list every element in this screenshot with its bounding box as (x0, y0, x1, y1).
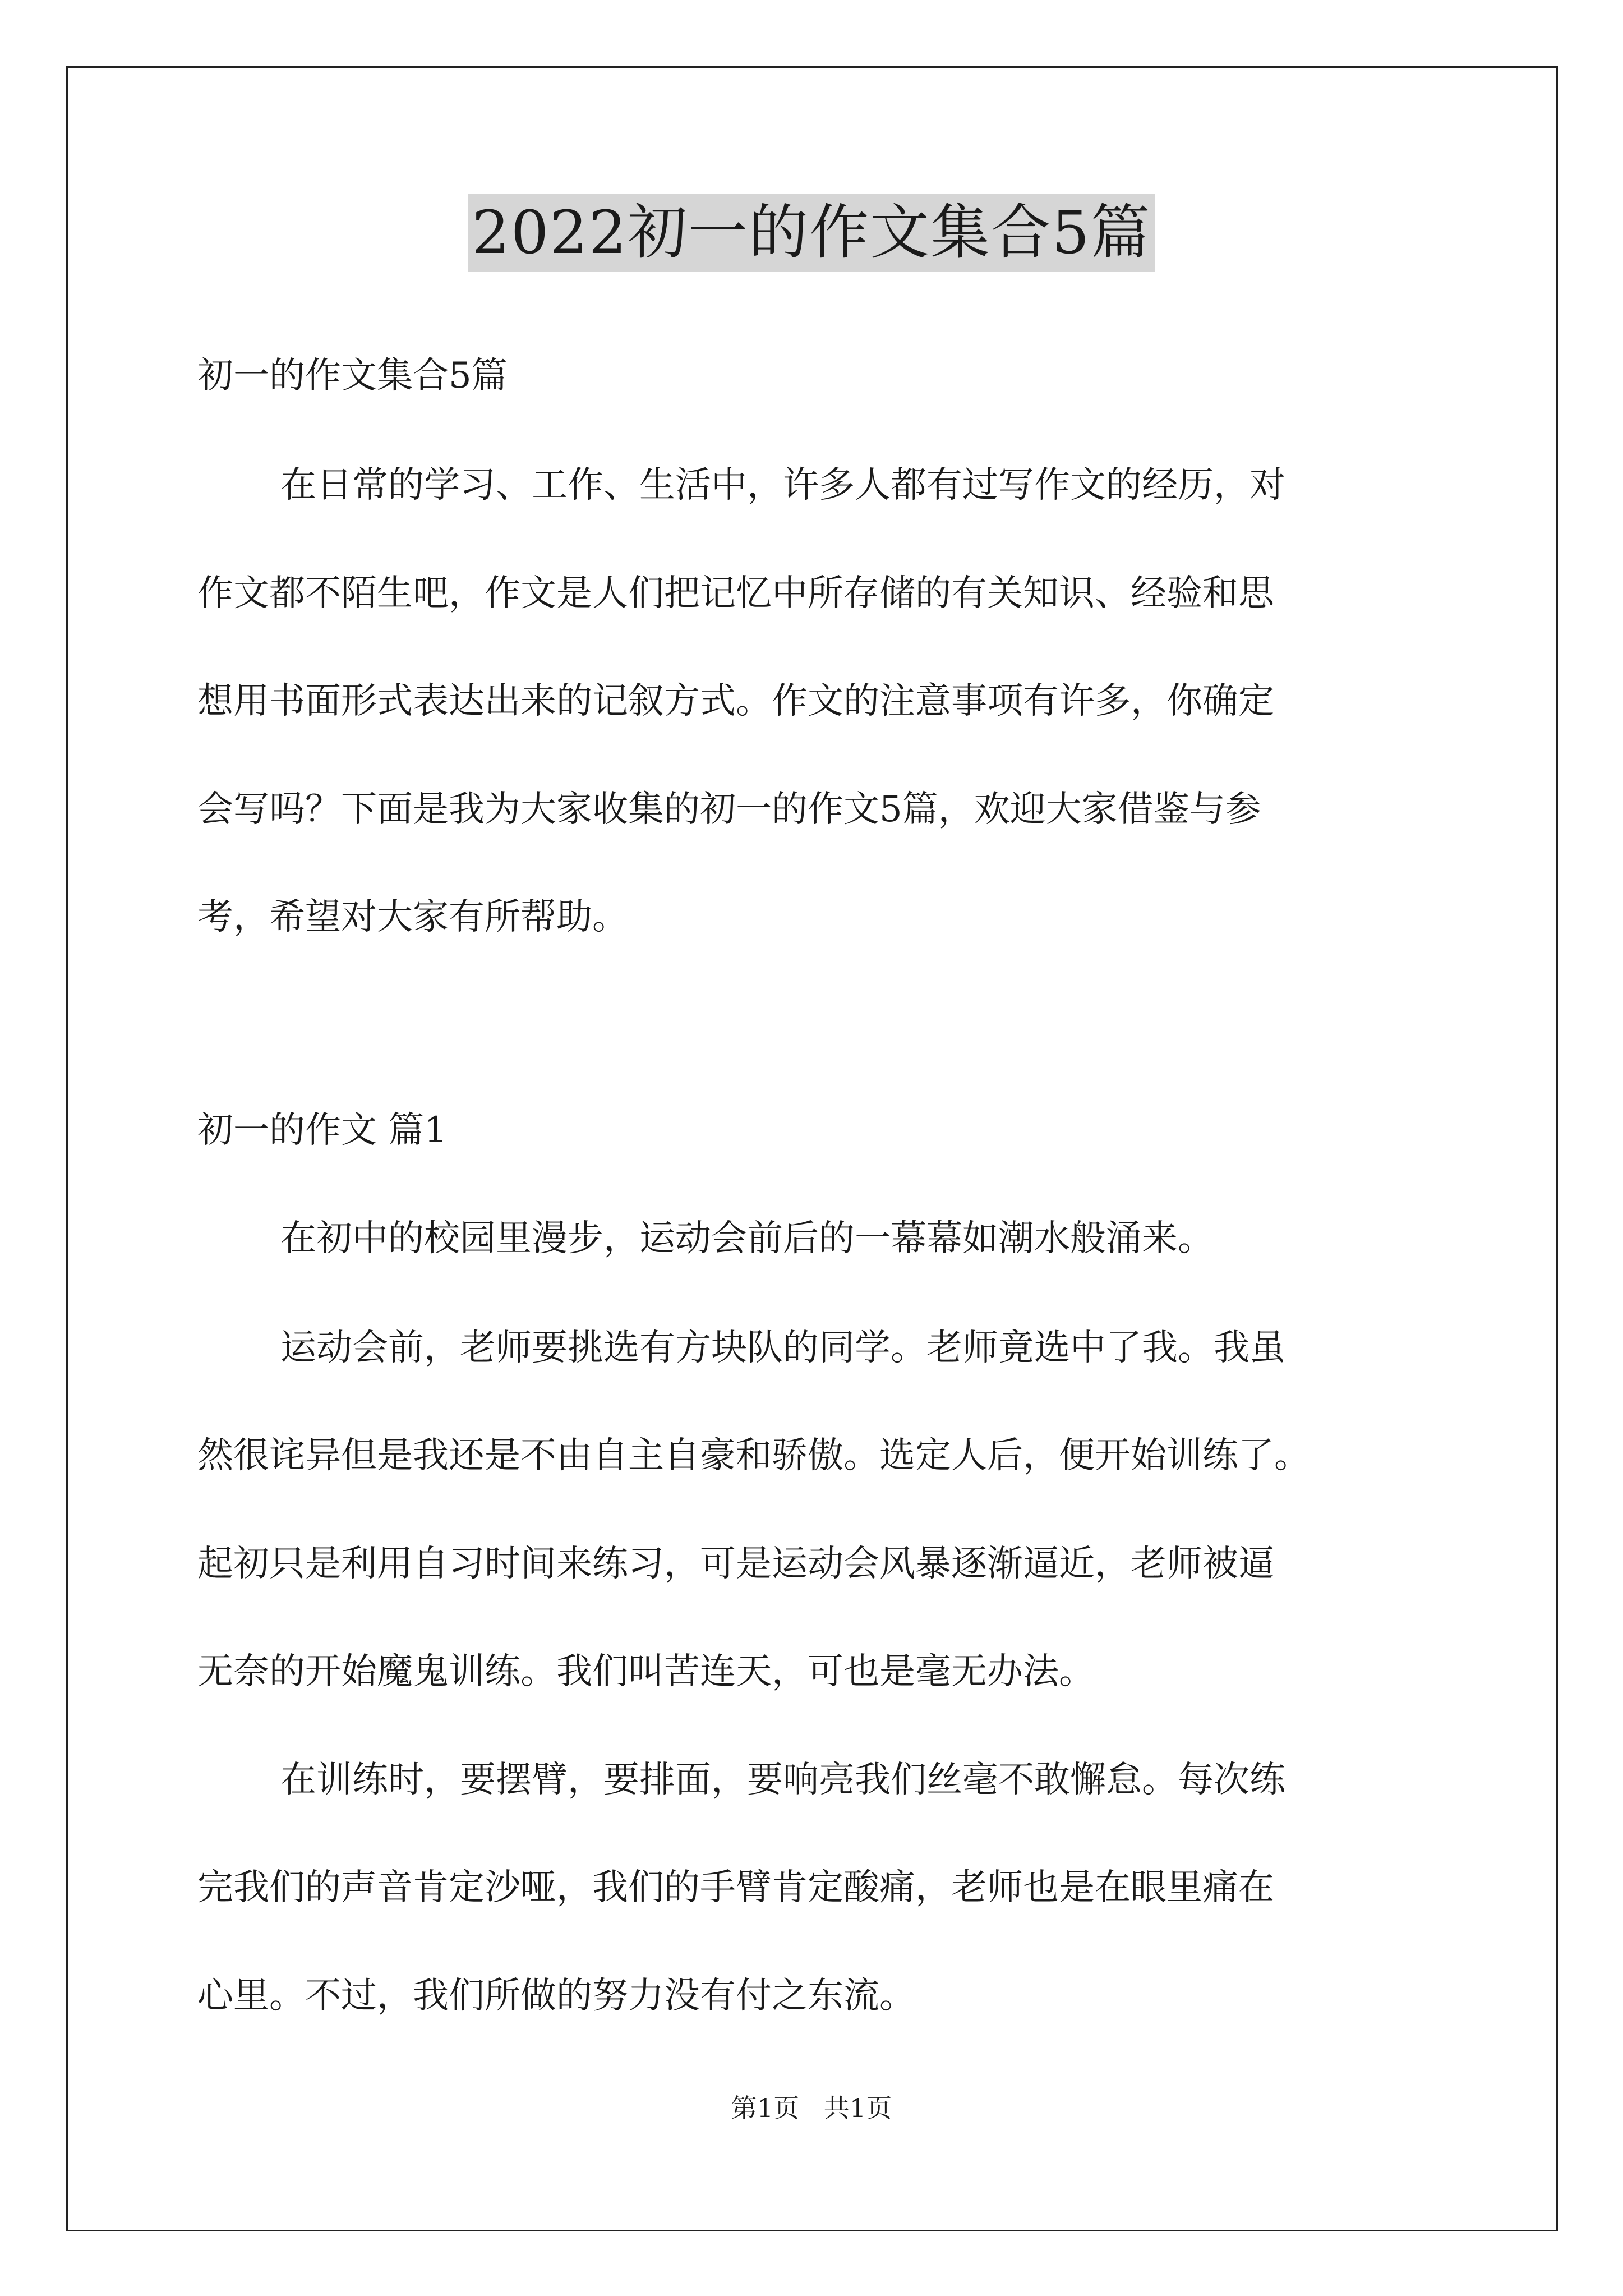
document-title-text: 2022初一的作文集合5篇 (468, 194, 1154, 272)
essay-line-7: 完我们的声音肯定沙哑，我们的手臂肯定酸痛，老师也是在眼里痛在 (197, 1867, 1274, 1908)
intro-line-4: 会写吗？下面是我为大家收集的初一的作文5篇，欢迎大家借鉴与参 (197, 789, 1261, 830)
page-footer: 第1页 共1页 (731, 2093, 892, 2123)
document-subtitle: 初一的作文集合5篇 (197, 355, 508, 397)
essay-line-5: 无奈的开始魔鬼训练。我们叫苦连天，可也是毫无办法。 (197, 1651, 1095, 1692)
intro-line-2: 作文都不陌生吧，作文是人们把记忆中所存储的有关知识、经验和思 (197, 573, 1274, 614)
essay-line-2: 运动会前，老师要挑选有方块队的同学。老师竟选中了我。我虽 (280, 1327, 1285, 1369)
essay-line-4: 起初只是利用自习时间来练习，可是运动会风暴逐渐逼近，老师被逼 (197, 1543, 1274, 1585)
intro-line-3: 想用书面形式表达出来的记叙方式。作文的注意事项有许多，你确定 (197, 680, 1274, 722)
essay-line-1: 在初中的校园里漫步，运动会前后的一幕幕如潮水般涌来。 (280, 1218, 1214, 1259)
document-title (0, 194, 1623, 272)
essay-line-8: 心里。不过，我们所做的努力没有付之东流。 (197, 1975, 915, 2017)
essay-line-6: 在训练时，要摆臂，要排面，要响亮我们丝毫不敢懈怠。每次练 (280, 1759, 1285, 1801)
intro-line-1: 在日常的学习、工作、生活中，许多人都有过写作文的经历，对 (280, 464, 1285, 506)
intro-line-5: 考，希望对大家有所帮助。 (197, 896, 628, 938)
section-heading: 初一的作文 篇1 (197, 1110, 448, 1151)
essay-line-3: 然很诧异但是我还是不由自主自豪和骄傲。选定人后，便开始训练了。 (197, 1435, 1310, 1476)
